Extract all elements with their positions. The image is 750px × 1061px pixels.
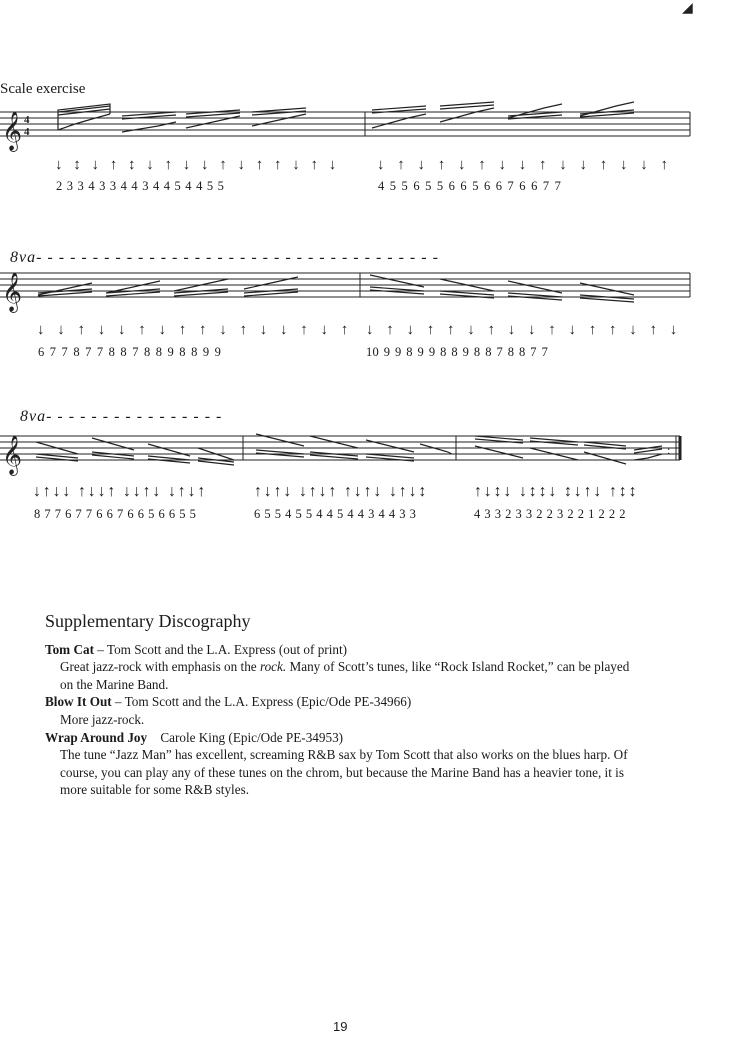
corner-mark: ◢ xyxy=(682,1,693,16)
numbers-row-3-mid: 6 5 5 4 5 5 4 4 5 4 4 3 4 4 3 3 xyxy=(254,507,417,521)
album-note-text-end: Many of Scott’s tunes, like “Rock Island Rocket,” can be played on the Marine Band. xyxy=(60,659,630,692)
staff-3 xyxy=(0,424,750,479)
page-number: 19 xyxy=(333,1019,348,1034)
svg-text::: : xyxy=(667,443,671,457)
arrows-row-1-right: ↓ ↑ ↓ ↑ ↓ ↑ ↓ ↓ ↑ ↓ ↓ ↑ ↓ ↓ ↑ xyxy=(377,157,673,173)
arrows-row-1-left: ↓ ↕ ↓ ↑ ↕ ↓ ↑ ↓ ↓ ↑ ↓ ↑ ↑ ↓ ↑ ↓ xyxy=(55,157,340,173)
album-note xyxy=(45,658,645,693)
octave-mark-2: 8va- - - - - - - - - - - - - - - - - - - - - - - - - - - - - - - - - - - - xyxy=(10,249,439,266)
arrows-row-3-right: ↑↓↕↓ ↓↕↕↓ ↕↓↑↓ ↑↕↕ xyxy=(474,483,639,500)
entry-blow-it-out xyxy=(45,693,645,728)
svg-text:4: 4 xyxy=(24,114,30,126)
album-details: – Tom Scott and the L.A. Express (Epic/Ode PE-34966) xyxy=(111,694,412,710)
discography-section xyxy=(45,613,645,799)
entry-wrap-around-joy xyxy=(45,729,645,799)
album-note-emphasis: rock. xyxy=(259,659,287,675)
album-details: – Tom Scott and the L.A. Express (out of print) xyxy=(93,641,348,657)
arrows-row-2-left: ↓ ↓ ↑ ↓ ↓ ↑ ↓ ↑ ↑ ↓ ↑ ↓ ↓ ↑ ↓ ↑ xyxy=(37,322,353,338)
arrows-row-3-left: ↓↑↓↓ ↑↓↓↑ ↓↓↑↓ ↓↑↓↑ xyxy=(33,483,208,500)
numbers-row-3-left: 8 7 7 6 7 7 6 6 7 6 6 5 6 6 5 5 xyxy=(34,507,197,521)
numbers-row-1-left: 2 3 3 4 3 3 4 4 3 4 4 5 4 4 5 5 xyxy=(56,179,225,193)
staff-2 xyxy=(0,265,750,320)
scale-exercise-label: Scale exercise xyxy=(0,81,86,97)
numbers-row-1-right: 4 5 5 6 5 5 6 6 5 6 6 7 6 6 7 7 xyxy=(378,179,562,193)
album-title: Blow It Out xyxy=(45,694,112,710)
album-title: Wrap Around Joy xyxy=(45,729,148,745)
arrows-row-3-mid: ↑↓↑↓ ↓↑↓↑ ↑↓↑↓ ↓↑↓↕ xyxy=(254,483,429,500)
numbers-row-3-right: 4 3 3 2 3 3 2 2 3 2 2 1 2 2 2 xyxy=(474,507,626,521)
album-note: The tune “Jazz Man” has excellent, screaming R&B sax by Tom Scott that also works on the blues harp. Of course, you can play any of these tunes on the chrom, but because the Marine Band has a heavier tone, it is more suitable for some R&B styles. xyxy=(60,747,628,798)
arrows-row-2-right: ↓ ↑ ↓ ↑ ↑ ↓ ↑ ↓ ↓ ↑ ↓ ↑ ↑ ↓ ↑ ↓ xyxy=(366,322,682,338)
svg-text:𝄞: 𝄞 xyxy=(2,437,23,474)
svg-text:4: 4 xyxy=(24,126,30,138)
entry-tom-cat xyxy=(45,641,645,694)
octave-mark-3: 8va- - - - - - - - - - - - - - - - xyxy=(20,408,223,425)
album-note-text: Great jazz-rock with emphasis on the xyxy=(60,659,260,675)
svg-text:𝄞: 𝄞 xyxy=(2,274,23,311)
numbers-row-2-left: 6 7 7 8 7 7 8 8 7 8 8 9 8 8 9 9 xyxy=(38,345,222,359)
discography-title: Supplementary Discography xyxy=(45,611,251,631)
album-title: Tom Cat xyxy=(45,641,94,657)
svg-text:𝄞: 𝄞 xyxy=(2,113,23,150)
album-details: Carole King (Epic/Ode PE-34953) xyxy=(147,729,344,745)
staff-1 xyxy=(0,100,750,155)
numbers-row-2-right: 10 9 9 8 9 9 8 8 9 8 8 7 8 8 7 7 xyxy=(366,345,549,359)
album-note: More jazz-rock. xyxy=(60,711,145,727)
